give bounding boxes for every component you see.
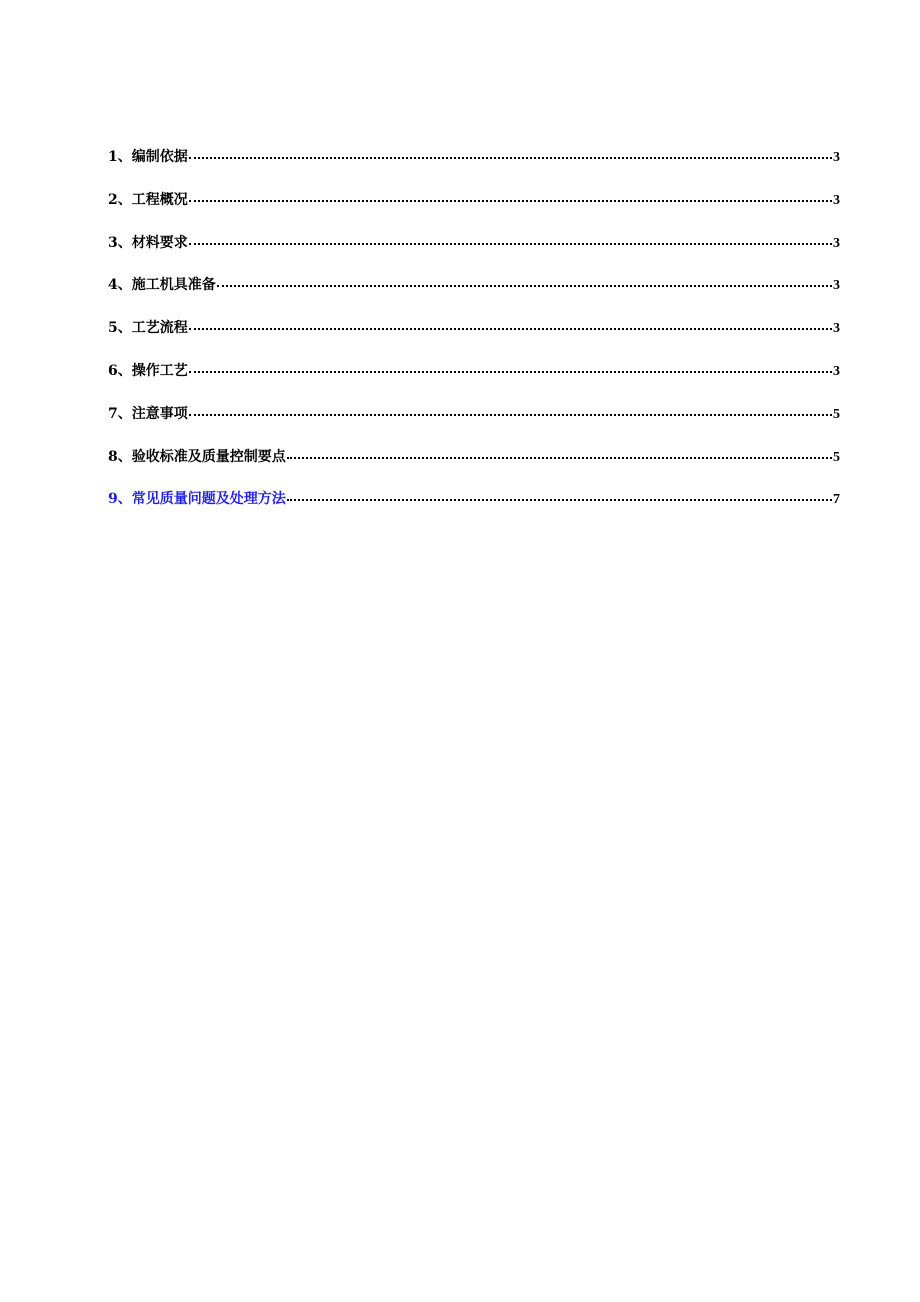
toc-entry-title: 常见质量问题及处理方法 — [131, 491, 286, 508]
toc-entry-number: 9、 — [108, 491, 132, 508]
toc-entry-title: 验收标准及质量控制要点 — [131, 448, 286, 465]
toc-entry-number: 2、 — [108, 191, 132, 208]
toc-entry-number: 4、 — [108, 277, 132, 294]
toc-entry-page: 3 — [833, 278, 840, 294]
toc-entry-4[interactable] — [108, 274, 840, 317]
table-of-contents — [108, 146, 840, 531]
toc-dot-leader — [189, 243, 832, 245]
toc-dot-leader — [217, 285, 832, 287]
toc-entry-6[interactable] — [108, 360, 840, 403]
toc-entry-page: 3 — [833, 321, 840, 337]
toc-entry-9-link[interactable] — [108, 488, 840, 531]
toc-dot-leader — [189, 328, 832, 330]
toc-entry-title: 材料要求 — [131, 234, 188, 251]
toc-entry-page: 3 — [833, 363, 840, 379]
toc-dot-leader — [189, 157, 832, 159]
toc-dot-leader — [189, 200, 832, 202]
toc-entry-title: 工艺流程 — [131, 320, 188, 337]
toc-entry-page: 5 — [833, 449, 840, 465]
toc-entry-5[interactable] — [108, 317, 840, 360]
toc-entry-number: 3、 — [108, 234, 132, 251]
toc-entry-1[interactable] — [108, 146, 840, 189]
toc-dot-leader — [287, 457, 832, 459]
toc-entry-number: 7、 — [108, 405, 132, 422]
toc-entry-title: 注意事项 — [131, 405, 188, 422]
toc-entry-title: 施工机具准备 — [131, 277, 216, 294]
toc-entry-page: 7 — [833, 492, 840, 508]
toc-entry-8[interactable] — [108, 446, 840, 489]
toc-entry-number: 8、 — [108, 448, 132, 465]
toc-entry-7[interactable] — [108, 403, 840, 446]
toc-entry-page: 5 — [833, 406, 840, 422]
toc-entry-page: 3 — [833, 235, 840, 251]
toc-entry-page: 3 — [833, 192, 840, 208]
toc-entry-number: 6、 — [108, 362, 132, 379]
toc-entry-number: 1、 — [108, 149, 132, 165]
toc-dot-leader — [189, 371, 832, 373]
toc-entry-3[interactable] — [108, 232, 840, 275]
toc-dot-leader — [287, 499, 832, 501]
toc-entry-title: 工程概况 — [131, 191, 188, 208]
toc-entry-2[interactable] — [108, 189, 840, 232]
toc-entry-title: 操作工艺 — [131, 362, 188, 379]
toc-entry-title: 编制依据 — [131, 149, 188, 165]
toc-entry-number: 5、 — [108, 320, 132, 337]
toc-entry-page: 3 — [833, 150, 840, 165]
toc-dot-leader — [189, 414, 832, 416]
